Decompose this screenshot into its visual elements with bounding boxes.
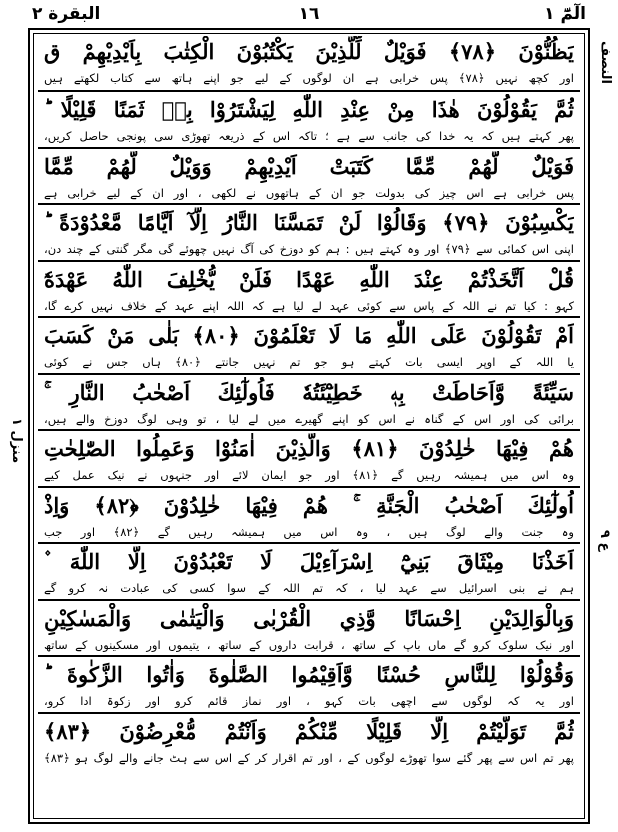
arabic-line: وَبِالْوَالِدَيْنِ اِحْسَانًا وَّذِي الْقُرْبٰى وَالْيَتٰمٰى وَالْمَسٰكِيْنِ xyxy=(44,606,574,631)
arabic-line: قُلْ اَتَّخَذْتُمْ عِنْدَ اللّٰهِ عَهْدًا فَلَنْ يُّخْلِفَ اللّٰهُ عَهْدَهٗٓ xyxy=(44,267,574,292)
urdu-translation: برائی کی اور اس کے گناہ نے اس کو اپنے گھیرے میں لے لیا ، تو وہی لوگ دوزخ والے ہیں، xyxy=(44,412,574,426)
arabic-line: اَخَذْنَا مِيْثَاقَ بَنِيْٓ اِسْرَآءِيْلَ لَا تَعْبُدُوْنَ اِلَّا اللّٰهَ ۫ xyxy=(44,549,574,574)
page-frame xyxy=(28,28,590,824)
urdu-translation: اپنی اس کمائی سے ﴿٧٩﴾ اور وہ کہتے ہیں : ہم کو دوزخ کی آگ نہیں چھوئے گی مگر گنتی کے چند دن، xyxy=(44,242,574,256)
verse-block xyxy=(38,655,580,714)
page-header xyxy=(28,2,590,28)
ruku-marker: ع ٩ xyxy=(597,530,612,552)
verse-block xyxy=(38,90,580,149)
verse-block xyxy=(38,429,580,488)
arabic-line: سَيِّئَةً وَّاَحَاطَتْ بِهٖ خَطِيْٓئَتُهٗ فَاُولٰٓئِكَ اَصْحٰبُ النَّارِ ۚ xyxy=(44,380,574,405)
arabic-line: يَظُنُّوْنَ ﴿٧٨﴾ فَوَيْلٌ لِّلَّذِيْنَ يَكْتُبُوْنَ الْكِتٰبَ بِاَيْدِيْهِمْ ق xyxy=(44,39,574,64)
urdu-translation: پھر تم اس سے پھر گئے سوا تھوڑے لوگوں کے ، اور تم اقرار کر کے اس سے ہٹ جانے والے لوگ ہو ﴿٨٣﴾ xyxy=(44,751,574,765)
arabic-line: ثُمَّ يَقُوْلُوْنَ هٰذَا مِنْ عِنْدِ اللّٰهِ لِيَشْتَرُوْا بِهٖ ثَمَنًا قَلِيْلًا ؕ xyxy=(44,97,574,122)
urdu-translation: اور یہ کہ لوگوں سے اچھی بات کہو ، اور نماز قائم کرو اور زکوۃ ادا کرو، xyxy=(44,694,574,708)
urdu-translation: پس خرابی ہے اس چیز کی بدولت جو ان کے ہاتھوں نے لکھی ، اور ان کے لیے خرابی ہے xyxy=(44,186,574,200)
urdu-translation: وہ جنت والے لوگ ہیں ، وہ اس میں ہمیشہ رہیں گے ﴿٨٢﴾ اور جب xyxy=(44,525,574,539)
verse-block xyxy=(38,542,580,601)
arabic-line: يَكْسِبُوْنَ ﴿٧٩﴾ وَقَالُوْا لَنْ تَمَسَّنَا النَّارُ اِلَّآ اَيَّامًا مَّعْدُوْدَةً ؕ xyxy=(44,210,574,235)
arabic-line: اُولٰٓئِكَ اَصْحٰبُ الْجَنَّةِ ۚ هُمْ فِيْهَا خٰلِدُوْنَ ﴿٨٢﴾ وَاِذْ xyxy=(44,493,574,518)
surah-title: البقرة ٢ xyxy=(32,4,101,24)
urdu-translation: کہو : کیا تم نے اللہ کے پاس سے کوئی عہد لے لیا ہے کہ اللہ اپنے عہد کے خلاف نہیں کرے گا، xyxy=(44,299,574,313)
juz-title: الٓمّٓ ١ xyxy=(544,4,586,24)
manzil-marker: منزل ١ xyxy=(9,418,24,464)
nisf-marker: النصف xyxy=(598,41,613,84)
page-frame-inner xyxy=(33,33,585,819)
urdu-translation: یا اللہ کے اوپر ایسی بات کہتے ہو جو تم نہیں جانتے ﴿٨٠﴾ ہاں جس نے کوئی xyxy=(44,355,574,369)
verse-block xyxy=(38,147,580,206)
verse-block xyxy=(38,486,580,545)
verse-block xyxy=(38,712,580,771)
urdu-translation: اور نیک سلوک کرو گے ماں باپ کے ساتھ ، قرابت داروں کے ساتھ ، یتیموں اور مسکینوں کے ساتھ xyxy=(44,638,574,652)
urdu-translation: ہم نے بنی اسرائیل سے عہد لیا ، کہ تم اللہ کے سوا کسی کی عبادت نہ کرو گے xyxy=(44,581,574,595)
urdu-translation: اور کچھ نہیں ﴿٧٨﴾ پس خرابی ہے ان لوگوں کے لیے جو اپنے ہاتھ سے کتاب لکھتے ہیں xyxy=(44,71,574,85)
arabic-line: وَقُوْلُوْا لِلنَّاسِ حُسْنًا وَّاَقِيْمُوا الصَّلٰوةَ وَاٰتُوا الزَّكٰوةَ ؕ xyxy=(44,662,574,687)
verse-block xyxy=(38,34,580,91)
arabic-line: ثُمَّ تَوَلَّيْتُمْ اِلَّا قَلِيْلًا مِّنْكُمْ وَاَنْتُمْ مُّعْرِضُوْنَ ﴿٨٣﴾ xyxy=(44,719,574,744)
urdu-translation: وہ اس میں ہمیشہ رہیں گے ﴿٨١﴾ اور جو ایمان لائے اور جنہوں نے نیک عمل کیے xyxy=(44,468,574,482)
urdu-translation: پھر کہتے ہیں کہ یہ خدا کی جانب سے ہے ؛ تاکہ اس کے ذریعہ تھوڑی سی پونجی حاصل کریں، xyxy=(44,129,574,143)
arabic-line: اَمْ تَقُوْلُوْنَ عَلَى اللّٰهِ مَا لَا تَعْلَمُوْنَ ﴿٨٠﴾ بَلٰى مَنْ كَسَبَ xyxy=(44,323,574,348)
verse-block xyxy=(38,203,580,262)
verse-block xyxy=(38,260,580,319)
verse-block xyxy=(38,316,580,375)
page-number: ١٦ xyxy=(298,4,320,24)
verse-block xyxy=(38,599,580,658)
arabic-line: هُمْ فِيْهَا خٰلِدُوْنَ ﴿٨١﴾ وَالَّذِيْنَ اٰمَنُوْا وَعَمِلُوا الصّٰلِحٰتِ xyxy=(44,436,574,461)
verse-block xyxy=(38,373,580,432)
arabic-line: فَوَيْلٌ لَّهُمْ مِّمَّا كَتَبَتْ اَيْدِيْهِمْ وَوَيْلٌ لَّهُمْ مِّمَّا xyxy=(44,154,574,179)
